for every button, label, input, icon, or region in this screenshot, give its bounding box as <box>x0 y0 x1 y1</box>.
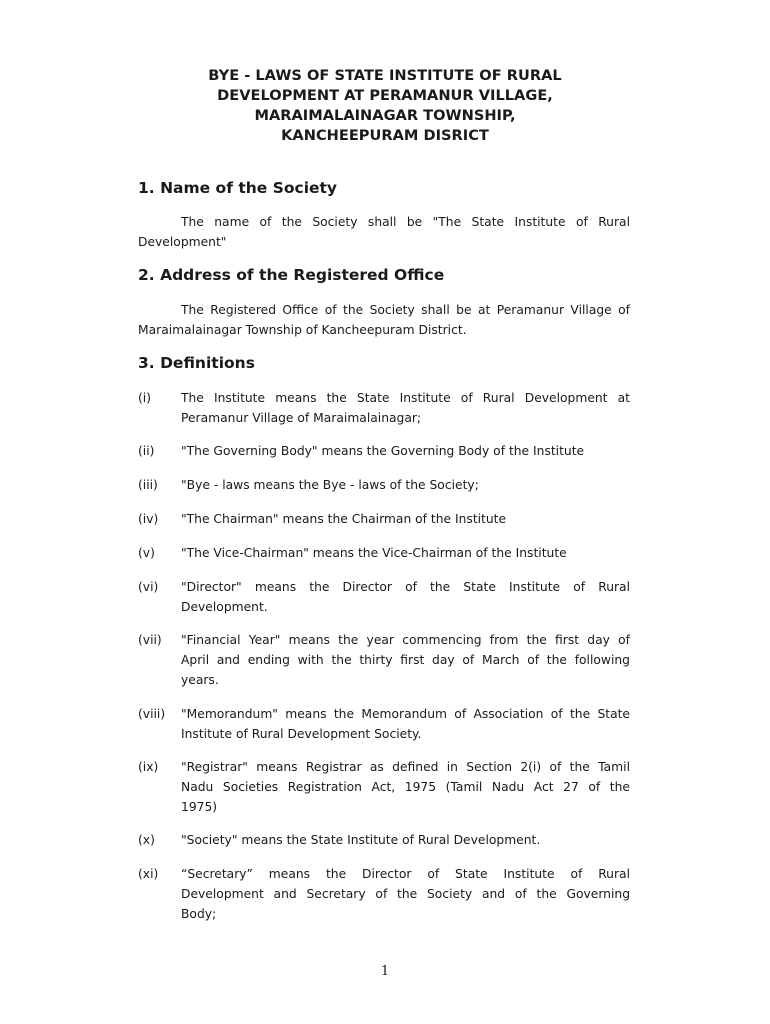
definition-text: Nadu Societies Registration Act, 1975 (Tamil Nadu Act 27 of the <box>181 780 630 794</box>
definition-text: Institute of Rural Development Society. <box>181 727 422 741</box>
page-number: 1 <box>380 964 390 979</box>
definition-text: Peramanur Village of Maraimalainagar; <box>181 411 422 425</box>
section-heading-definitions: 3. Definitions <box>138 354 255 372</box>
paragraph-line: Maraimalainagar Township of Kancheepuram District. <box>138 323 467 337</box>
definition-text: "Bye - laws means the Bye - laws of the Society; <box>181 478 479 492</box>
definition-text: "Registrar" means Registrar as defined in Section 2(i) of the Tamil <box>181 760 630 774</box>
definition-number: (vii) <box>138 633 162 647</box>
paragraph-line: Development" <box>138 235 227 249</box>
section-paragraph-name <box>138 212 630 252</box>
definition-number: (x) <box>138 833 155 847</box>
definition-text: "The Chairman" means the Chairman of the Institute <box>181 512 507 526</box>
section-heading-name: 1. Name of the Society <box>138 179 338 197</box>
definition-text: "Society" means the State Institute of Rural Development. <box>181 833 541 847</box>
definition-text: Development. <box>181 600 268 614</box>
definition-text: “Secretary” means the Director of State Institute of Rural <box>181 867 630 881</box>
definition-number: (vi) <box>138 580 159 594</box>
definition-text: "Financial Year" means the year commencing from the first day of <box>181 633 630 647</box>
section-heading-address: 2. Address of the Registered Office <box>138 266 445 284</box>
paragraph-line: The Registered Office of the Society shall be at Peramanur Village of <box>181 303 630 317</box>
definition-number: (v) <box>138 546 155 560</box>
definition-number: (i) <box>138 391 152 405</box>
definition-number: (xi) <box>138 867 159 881</box>
definition-text: "The Vice-Chairman" means the Vice-Chairman of the Institute <box>181 546 567 560</box>
document-title <box>140 66 630 146</box>
definition-text: "Memorandum" means the Memorandum of Association of the State <box>181 707 630 721</box>
definition-number: (ii) <box>138 444 155 458</box>
definition-text: "The Governing Body" means the Governing Body of the Institute <box>181 444 585 458</box>
title-line: KANCHEEPURAM DISRICT <box>281 127 489 144</box>
section-paragraph-address <box>138 300 630 340</box>
definition-text: years. <box>181 673 219 687</box>
definition-text: "Director" means the Director of the State Institute of Rural <box>181 580 630 594</box>
title-line: MARAIMALAINAGAR TOWNSHIP, <box>254 107 516 124</box>
definition-number: (ix) <box>138 760 159 774</box>
definition-number: (viii) <box>138 707 166 721</box>
definition-number: (iii) <box>138 478 158 492</box>
definition-text: April and ending with the thirty first day of March of the following <box>181 653 630 667</box>
title-line: BYE - LAWS OF STATE INSTITUTE OF RURAL <box>208 67 562 84</box>
definition-text: Body; <box>181 907 217 921</box>
paragraph-line: The name of the Society shall be "The State Institute of Rural <box>181 215 630 229</box>
definition-text: The Institute means the State Institute of Rural Development at <box>181 391 630 405</box>
definition-number: (iv) <box>138 512 159 526</box>
definition-text: 1975) <box>181 800 218 814</box>
definition-text: Development and Secretary of the Society and of the Governing <box>181 887 630 901</box>
title-line: DEVELOPMENT AT PERAMANUR VILLAGE, <box>217 87 553 104</box>
